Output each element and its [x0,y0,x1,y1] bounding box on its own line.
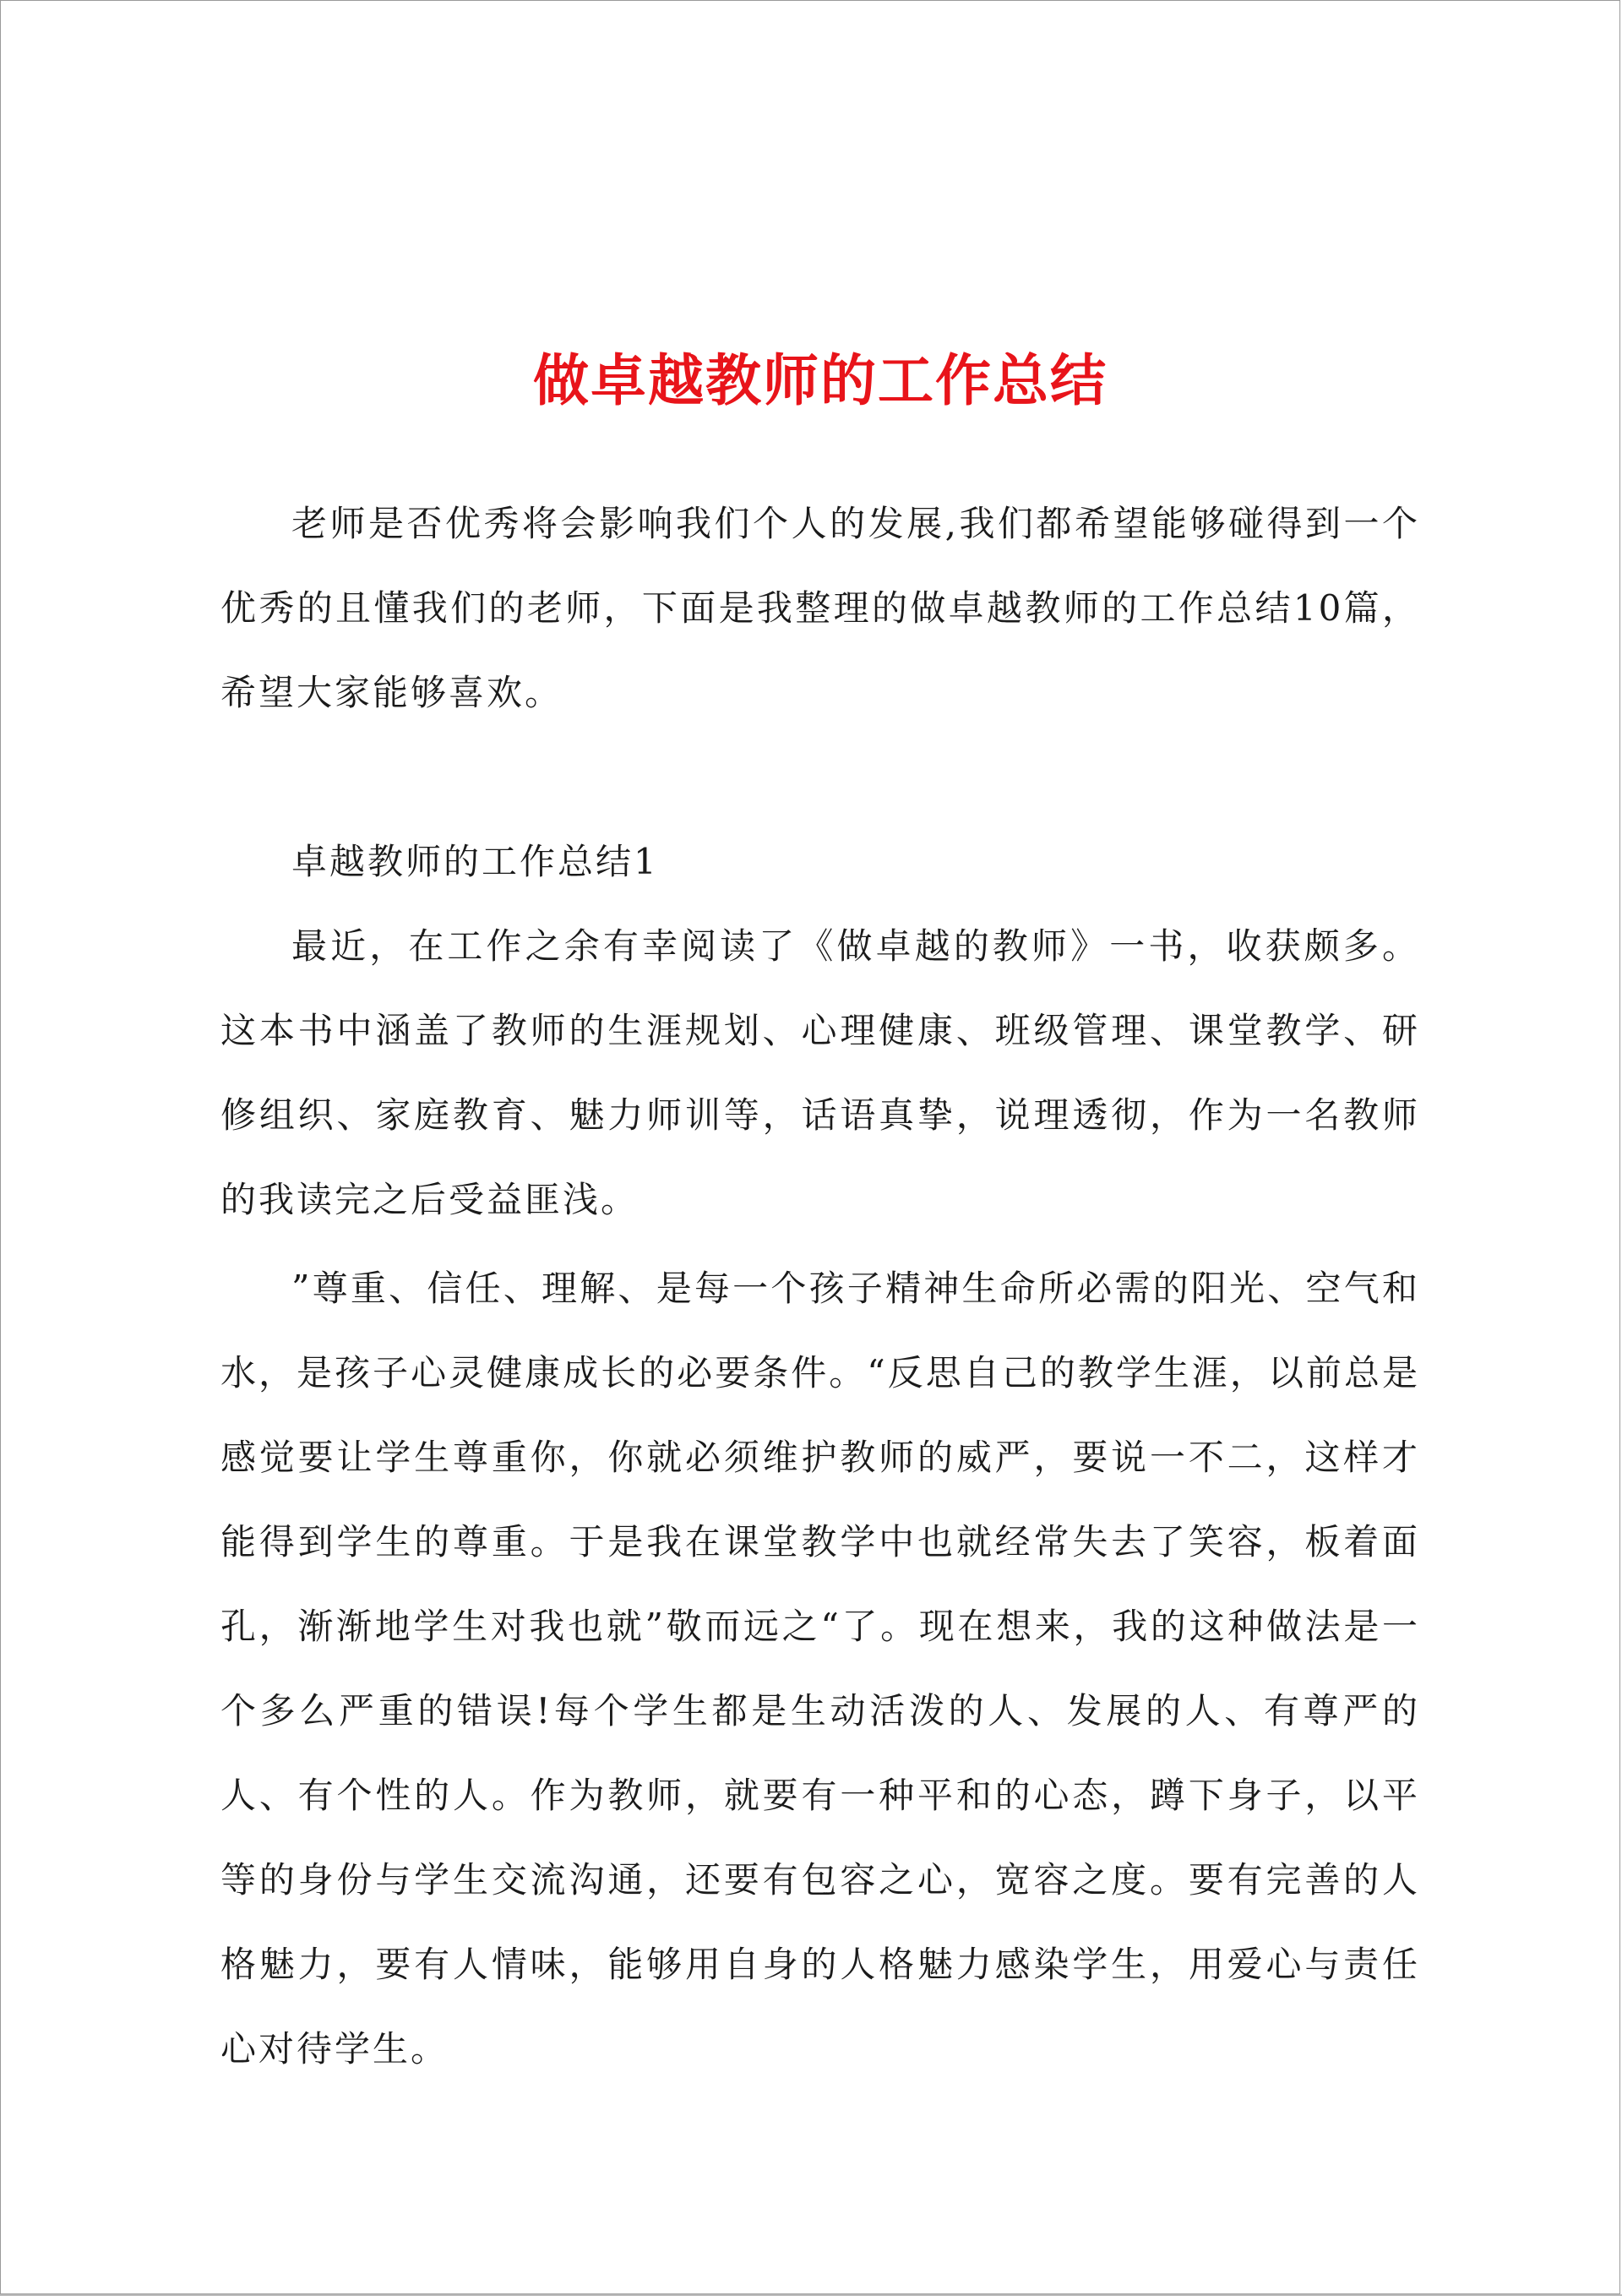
paragraph-2: ”尊重、信任、理解、是每一个孩子精神生命所必需的阳光、空气和水，是孩子心灵健康成长的必要条件。“反思自己的教学生涯，以前总是感觉要让学生尊重你，你就必须维护教师的威严，要说一不二，这样才能得到学生的尊重。于是我在课堂教学中也就经常失去了笑容，板着面孔，渐渐地学生对我也就”敬而远之“了。现在想来，我的这种做法是一个多么严重的错误!每个学生都是生动活泼的人、发展的人、有尊严的人、有个性的人。作为教师，就要有一种平和的心态，蹲下身子，以平等的身份与学生交流沟通，还要有包容之心，宽容之度。要有完善的人格魅力，要有人情味，能够用自身的人格魅力感染学生，用爱心与责任心对待学生。 [220,1268,1420,2070]
section-heading: 卓越教师的工作总结1 [291,841,659,882]
intro-paragraph: 老师是否优秀将会影响我们个人的发展,我们都希望能够碰得到一个优秀的且懂我们的老师，下面是我整理的做卓越教师的工作总结10篇，希望大家能够喜欢。 [220,503,1420,713]
document-title: 做卓越教师的工作总结 [533,347,1108,413]
paragraph-1: 最近，在工作之余有幸阅读了《做卓越的教师》一书，收获颇多。这本书中涵盖了教师的生涯规划、心理健康、班级管理、课堂教学、研修组织、家庭教育、魅力师训等，话语真挚，说理透彻，作为一名教师的我读完之后受益匪浅。 [220,925,1420,1220]
